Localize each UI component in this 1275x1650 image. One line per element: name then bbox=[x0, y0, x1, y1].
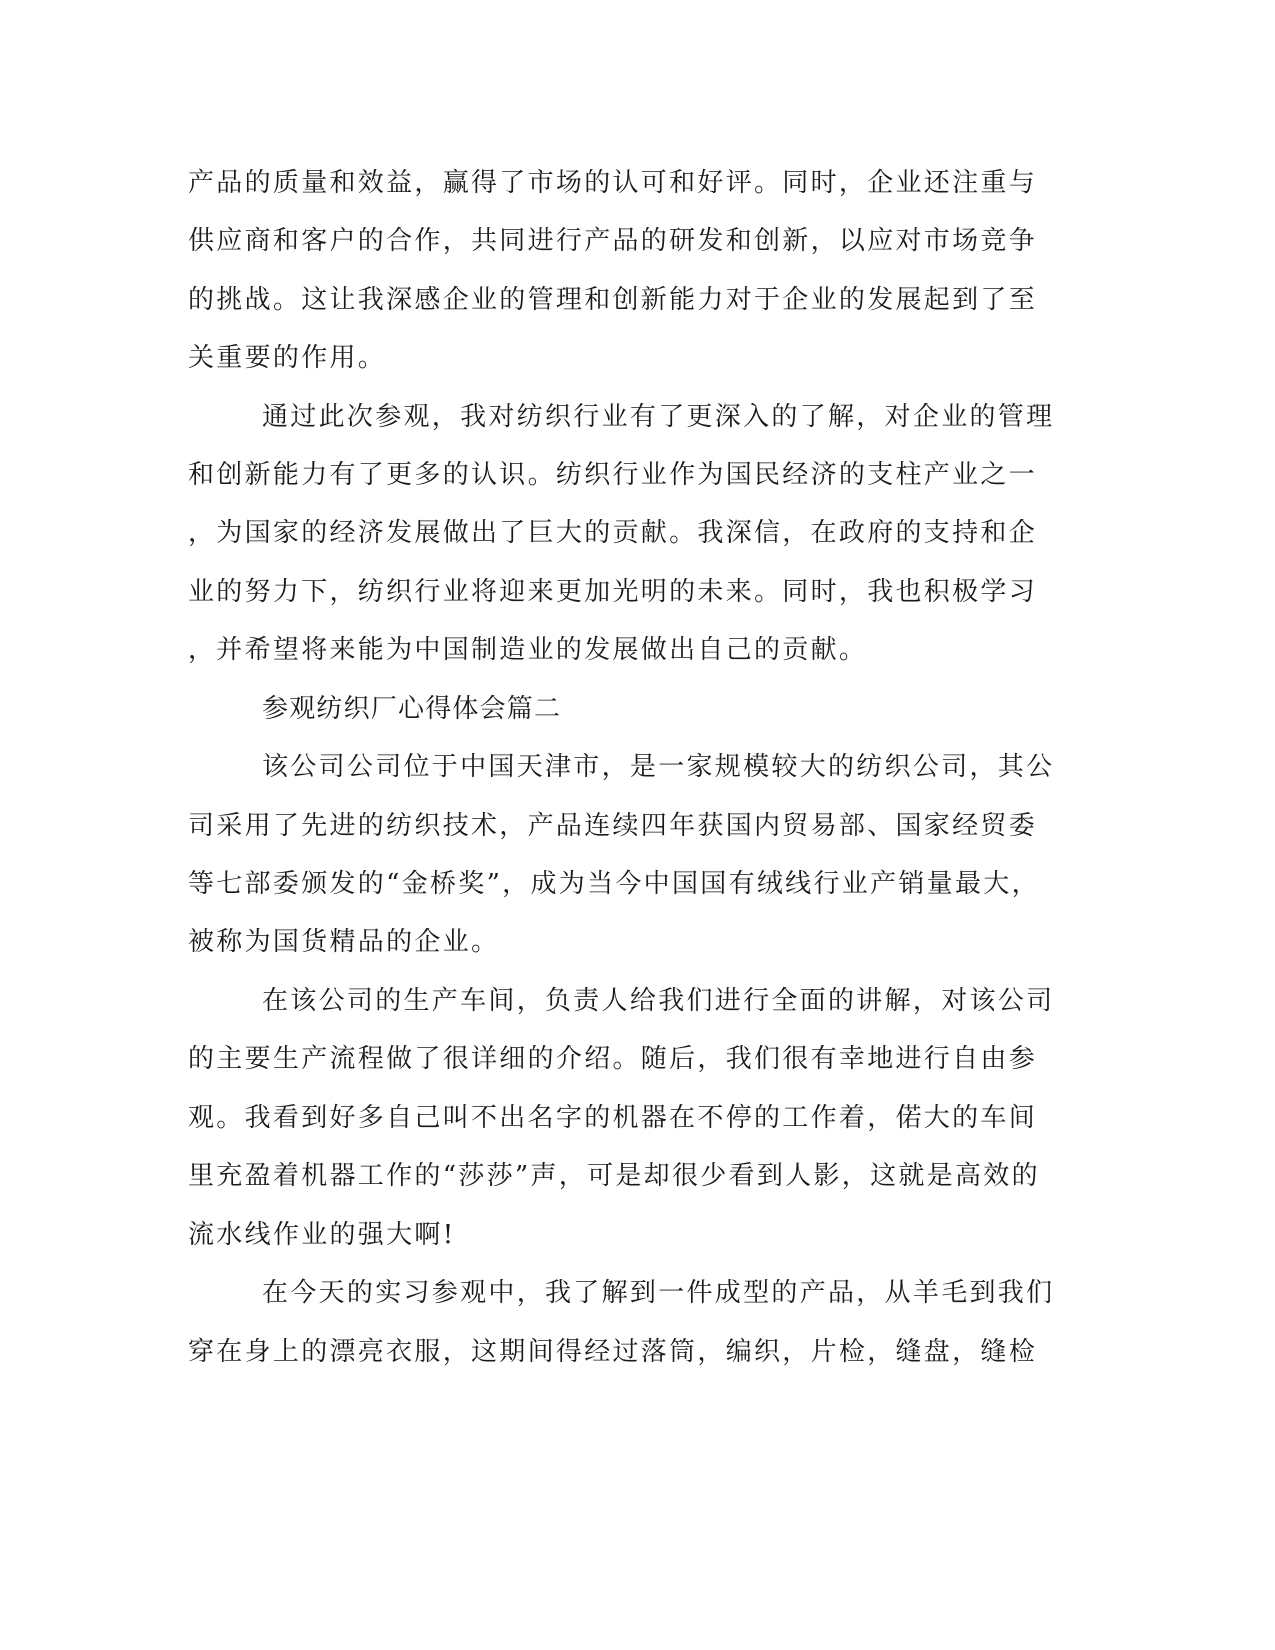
paragraph-first-line: 在今天的实习参观中，我了解到一件成型的产品，从羊毛到我们 bbox=[262, 1278, 1055, 1308]
text-line: 供应商和客户的合作，共同进行产品的研发和创新，以应对市场竞争 bbox=[188, 226, 1038, 256]
section-heading: 参观纺织厂心得体会篇二 bbox=[262, 694, 562, 724]
text-line: 等七部委颁发的“金桥奖”，成为当今中国国有绒线行业产销量最大， bbox=[188, 869, 1040, 899]
text-line: 和创新能力有了更多的认识。纺织行业作为国民经济的支柱产业之一 bbox=[188, 460, 1038, 490]
paragraph-first-line: 在该公司的生产车间，负责人给我们进行全面的讲解，对该公司 bbox=[262, 986, 1055, 1016]
text-line: 的主要生产流程做了很详细的介绍。随后，我们很有幸地进行自由参 bbox=[188, 1044, 1038, 1074]
text-line: 业的努力下，纺织行业将迎来更加光明的未来。同时，我也积极学习 bbox=[188, 577, 1038, 607]
text-line: 司采用了先进的纺织技术，产品连续四年获国内贸易部、国家经贸委 bbox=[188, 811, 1038, 841]
text-line: 流水线作业的强大啊! bbox=[188, 1220, 456, 1250]
paragraph-first-line: 通过此次参观，我对纺织行业有了更深入的了解，对企业的管理 bbox=[262, 402, 1055, 432]
text-line: 里充盈着机器工作的“莎莎”声，可是却很少看到人影，这就是高效的 bbox=[188, 1161, 1040, 1191]
text-line: 穿在身上的漂亮衣服，这期间得经过落筒，编织，片检，缝盘，缝检 bbox=[188, 1337, 1038, 1367]
text-line: 产品的质量和效益，赢得了市场的认可和好评。同时，企业还注重与 bbox=[188, 168, 1038, 198]
text-line: ，为国家的经济发展做出了巨大的贡献。我深信，在政府的支持和企 bbox=[188, 518, 1038, 548]
text-line: 被称为国货精品的企业。 bbox=[188, 927, 500, 957]
paragraph-first-line: 该公司公司位于中国天津市，是一家规模较大的纺织公司，其公 bbox=[262, 752, 1055, 782]
text-line: 的挑战。这让我深感企业的管理和创新能力对于企业的发展起到了至 bbox=[188, 285, 1038, 315]
text-line: 关重要的作用。 bbox=[188, 343, 387, 373]
text-line: 观。我看到好多自己叫不出名字的机器在不停的工作着，偌大的车间 bbox=[188, 1103, 1038, 1133]
text-line: ，并希望将来能为中国制造业的发展做出自己的贡献。 bbox=[188, 635, 868, 665]
